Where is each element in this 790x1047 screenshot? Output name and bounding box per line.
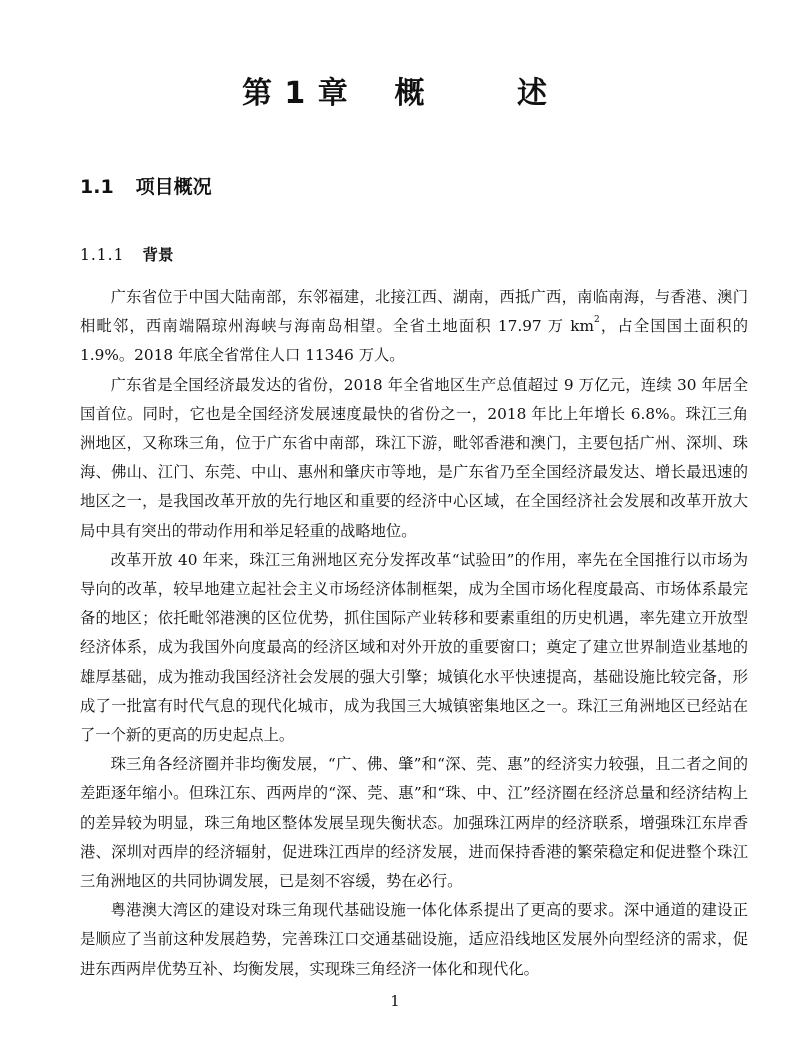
paragraph-4: 珠三角各经济圈并非均衡发展，“广、佛、肇”和“深、莞、惠”的经济实力较强，且二者之间的差距逐年缩小。但珠江东、西两岸的“深、莞、惠”和“珠、中、江”经济圈在经济总量和经济结构上的差异较为明显，珠三角地区整体发展呈现失衡状态。加强珠江两岸的经济联系，增强珠江东岸香港、深圳对西岸的经济辐射，促进珠江西岸的经济发展，进而保持香港的繁荣稳定和促进整个珠江三角洲地区的共同协调发展，已是刻不容缓，势在必行。 xyxy=(80,755,748,891)
subsection-heading xyxy=(80,242,173,268)
page-number: 1 xyxy=(390,992,400,1010)
chapter-title: 第 1 章 概 述 xyxy=(241,76,549,111)
paragraph-1-text-end: ，占全国国土面积的 1.9%。2018 年底全省常住人口 11346 万人。 xyxy=(80,317,748,365)
paragraph-3: 改革开放 40 年来，珠江三角洲地区充分发挥改革“试验田”的作用，率先在全国推行以市场为导向的改革，较早地建立起社会主义市场经济体制框架，成为全国市场化程度最高、市场体系最完备的地区；依托毗邻港澳的区位优势，抓住国际产业转移和要素重组的历史机遇，率先建立开放型经济体系，成为我国外向度最高的经济区域和对外开放的重要窗口；奠定了建立世界制造业基地的雄厚基础，成为推动我国经济社会发展的强大引擎；城镇化水平快速提高，基础设施比较完备，形成了一批富有时代气息的现代化城市，成为我国三大城镇密集地区之一。珠江三角洲地区已经站在了一个新的更高的历史起点上。 xyxy=(80,550,748,745)
section-number: 1.1 xyxy=(80,176,114,198)
paragraph-5: 粤港澳大湾区的建设对珠三角现代基础设施一体化体系提出了更高的要求。深中通道的建设正是顺应了当前这种发展趋势，完善珠江口交通基础设施，适应沿线地区发展外向型经济的需求，促进东西两岸优势互补、均衡发展，实现珠三角经济一体化和现代化。 xyxy=(80,901,748,978)
body-text xyxy=(80,283,748,984)
superscript-2: 2 xyxy=(594,315,600,326)
section-heading xyxy=(80,172,212,202)
section-title-text: 项目概况 xyxy=(135,176,212,198)
paragraph-2: 广东省是全国经济最发达的省份，2018 年全省地区生产总值超过 9 万亿元，连续 30 年居全国首位。同时，它也是全国经济发展速度最快的省份之一，2018 年比上年增长 6.8%。珠江三角洲地区，又称珠三角，位于广东省中南部，珠江下游，毗邻香港和澳门，主要包括广州、深圳、珠海、佛山、江门、东莞、中山、惠州和肇庆市等地，是广东省乃至全国经济最发达、增长最迅速的地区之一，是我国改革开放的先行地区和重要的经济中心区域，在全国经济社会发展和改革开放大局中具有突出的带动作用和举足轻重的战略地位。 xyxy=(80,375,748,540)
paragraph-1-text: 广东省位于中国大陆南部，东邻福建，北接江西、湖南，西抵广西，南临南海，与香港、澳门相毗邻，西南端隔琼州海峡与海南岛相望。全省土地面积 17.97 万 km xyxy=(80,288,748,336)
subsection-title-text: 背景 xyxy=(142,246,174,264)
subsection-number: 1.1.1 xyxy=(80,246,125,264)
paragraph-1 xyxy=(80,283,748,371)
